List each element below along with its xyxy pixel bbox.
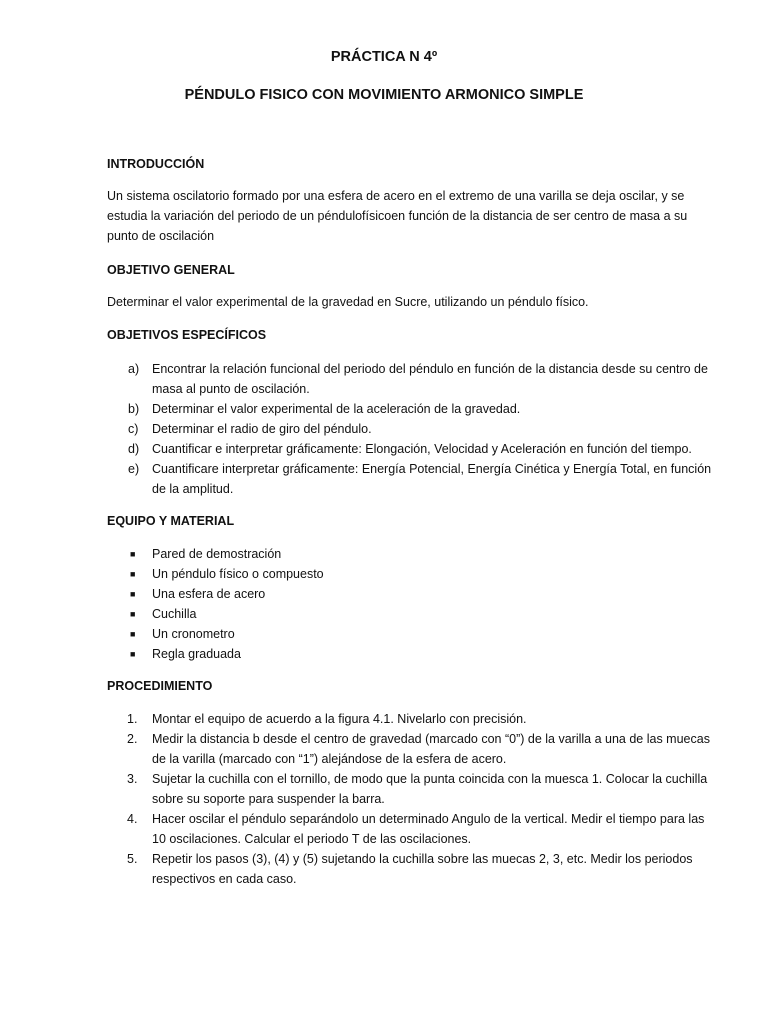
list-item: [107, 849, 719, 889]
list-item-text: Una esfera de acero: [152, 587, 266, 601]
list-item: [107, 809, 719, 849]
list-item: [107, 359, 719, 399]
list-marker: 4.: [127, 812, 138, 826]
list-item-text: Un cronometro: [152, 627, 235, 641]
list-item-text: Cuantificare interpretar gráficamente: Energía Potencial, Energía Cinética y Energía Total, en función de la amplitud.: [152, 462, 712, 496]
bullet-icon: ■: [130, 649, 136, 659]
list-item: [107, 769, 719, 809]
list-item: [107, 584, 719, 604]
list-item-text: Medir la distancia b desde el centro de gravedad (marcado con “0”) de la varilla a una de las muecas de la varilla (marcado con “1”) alejándose de la esfera de acero.: [152, 732, 710, 766]
list-marker: b): [128, 402, 140, 416]
general-objective-paragraph: Determinar el valor experimental de la gravedad en Sucre, utilizando un péndulo físico.: [107, 295, 589, 309]
general-objective-heading: OBJETIVO GENERAL: [107, 263, 235, 277]
list-item-text: Sujetar la cuchilla con el tornillo, de modo que la punta coincida con la muesca 1. Colocar la cuchilla sobre su soporte para suspender la barra.: [152, 772, 708, 806]
bullet-icon: ■: [130, 629, 136, 639]
list-item-text: Montar el equipo de acuerdo a la figura 4.1. Nivelarlo con precisión.: [152, 712, 527, 726]
list-item-text: Repetir los pasos (3), (4) y (5) sujetando la cuchilla sobre las muecas 2, 3, etc. Medir los periodos respectivos en cada caso.: [152, 852, 693, 886]
bullet-icon: ■: [130, 569, 136, 579]
equipment-heading: EQUIPO Y MATERIAL: [107, 514, 235, 528]
list-item: [107, 439, 719, 459]
list-item-text: Cuantificar e interpretar gráficamente: Elongación, Velocidad y Aceleración en función del tiempo.: [152, 442, 692, 456]
list-marker: e): [128, 462, 140, 476]
bullet-icon: ■: [130, 549, 136, 559]
specific-objectives-heading: OBJETIVOS ESPECÍFICOS: [107, 328, 267, 342]
list-item: [107, 564, 719, 584]
list-item-text: Cuchilla: [152, 607, 197, 621]
practice-subtitle: PÉNDULO FISICO CON MOVIMIENTO ARMONICO SIMPLE: [184, 87, 584, 103]
list-marker: d): [128, 442, 140, 456]
equipment-list: [107, 544, 719, 664]
bullet-icon: ■: [130, 589, 136, 599]
list-item-text: Pared de demostración: [152, 547, 282, 561]
intro-paragraph: Un sistema oscilatorio formado por una esfera de acero en el extremo de una varilla se deja oscilar, y se estudia la variación del periodo de un péndulofísicoen función de la distancia de ser centro de masa a su punto de oscilación: [107, 189, 688, 243]
practice-title: PRÁCTICA N 4º: [330, 49, 438, 65]
bullet-icon: ■: [130, 609, 136, 619]
list-item-text: Regla graduada: [152, 647, 241, 661]
procedure-heading: PROCEDIMIENTO: [107, 679, 213, 693]
list-item: [107, 459, 719, 499]
intro-heading: INTRODUCCIÓN: [107, 157, 205, 171]
list-item-text: Determinar el valor experimental de la aceleración de la gravedad.: [152, 402, 521, 416]
list-item: [107, 419, 719, 439]
list-item-text: Determinar el radio de giro del péndulo.: [152, 422, 372, 436]
list-item: [107, 624, 719, 644]
list-item: [107, 644, 719, 664]
list-item: [107, 604, 719, 624]
list-item-text: Hacer oscilar el péndulo separándolo un determinado Angulo de la vertical. Medir el tiempo para las 10 oscilaciones. Calcular el periodo T de las oscilaciones.: [152, 812, 705, 846]
list-item-text: Encontrar la relación funcional del periodo del péndulo en función de la distancia desde su centro de masa al punto de oscilación.: [152, 362, 708, 396]
list-marker: 1.: [127, 712, 138, 726]
specific-objectives-list: [107, 359, 719, 499]
list-marker: 2.: [127, 732, 138, 746]
list-item: [107, 399, 719, 419]
list-marker: 3.: [127, 772, 138, 786]
list-marker: a): [128, 362, 140, 376]
list-marker: 5.: [127, 852, 138, 866]
list-marker: c): [128, 422, 139, 436]
procedure-list: [107, 709, 719, 889]
list-item: [107, 544, 719, 564]
list-item-text: Un péndulo físico o compuesto: [152, 567, 324, 581]
list-item: [107, 709, 719, 729]
list-item: [107, 729, 719, 769]
